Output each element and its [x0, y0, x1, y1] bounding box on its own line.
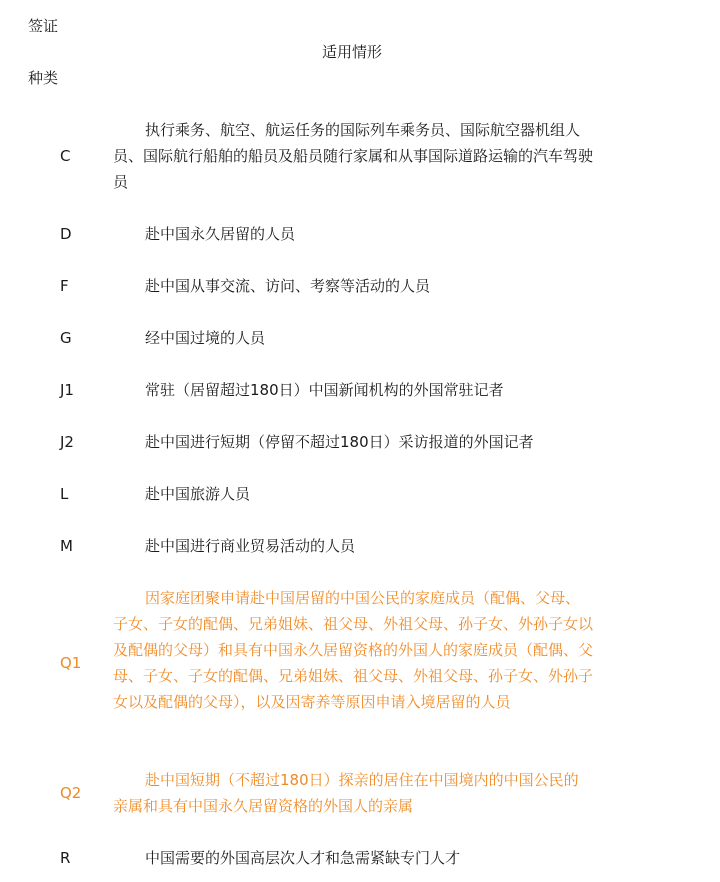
visa-code: L: [60, 485, 69, 503]
visa-code: F: [60, 277, 69, 295]
visa-code: R: [60, 849, 71, 867]
visa-code: J1: [60, 381, 74, 399]
visa-code: G: [60, 329, 72, 347]
visa-description: 赴中国进行商业贸易活动的人员: [145, 537, 356, 555]
visa-code: C: [60, 147, 71, 165]
visa-description: 常驻（居留超过180日）中国新闻机构的外国常驻记者: [145, 381, 504, 399]
header-type-line2: 种类: [28, 69, 59, 87]
visa-description: 中国需要的外国高层次人才和急需紧缺专门人才: [145, 849, 461, 867]
visa-description: 因家庭团聚申请赴中国居留的中国公民的家庭成员（配偶、父母、子女、子女的配偶、兄弟姐妹、祖父母、外祖父母、孙子女、外孙子女以及配偶的父母）和具有中国永久居留资格的外国人的家庭成员（配偶、父母、子女、子女的配偶、兄弟姐妹、祖父母、外祖父母、孙子女、外孙子女以及配偶的父母），以及因寄养等原因申请入境居留的人员: [113, 589, 594, 711]
visa-description: 赴中国短期（不超过180日）探亲的居住在中国境内的中国公民的亲属和具有中国永久居留资格的外国人的亲属: [113, 771, 579, 815]
visa-description: 经中国过境的人员: [145, 329, 266, 347]
visa-code: J2: [60, 433, 74, 451]
visa-description: 执行乘务、航空、航运任务的国际列车乘务员、国际航空器机组人员、国际航行船舶的船员及船员随行家属和从事国际道路运输的汽车驾驶员: [113, 121, 594, 191]
visa-description: 赴中国从事交流、访问、考察等活动的人员: [145, 277, 431, 295]
visa-code: D: [60, 225, 72, 243]
visa-description: 赴中国进行短期（停留不超过180日）采访报道的外国记者: [145, 433, 534, 451]
header-situation: 适用情形: [322, 43, 383, 61]
visa-code: M: [60, 537, 73, 555]
header-type-line1: 签证: [28, 17, 59, 35]
visa-code: Q2: [60, 784, 82, 802]
visa-description: 赴中国永久居留的人员: [145, 225, 296, 243]
visa-description: 赴中国旅游人员: [145, 485, 251, 503]
visa-code: Q1: [60, 654, 82, 672]
